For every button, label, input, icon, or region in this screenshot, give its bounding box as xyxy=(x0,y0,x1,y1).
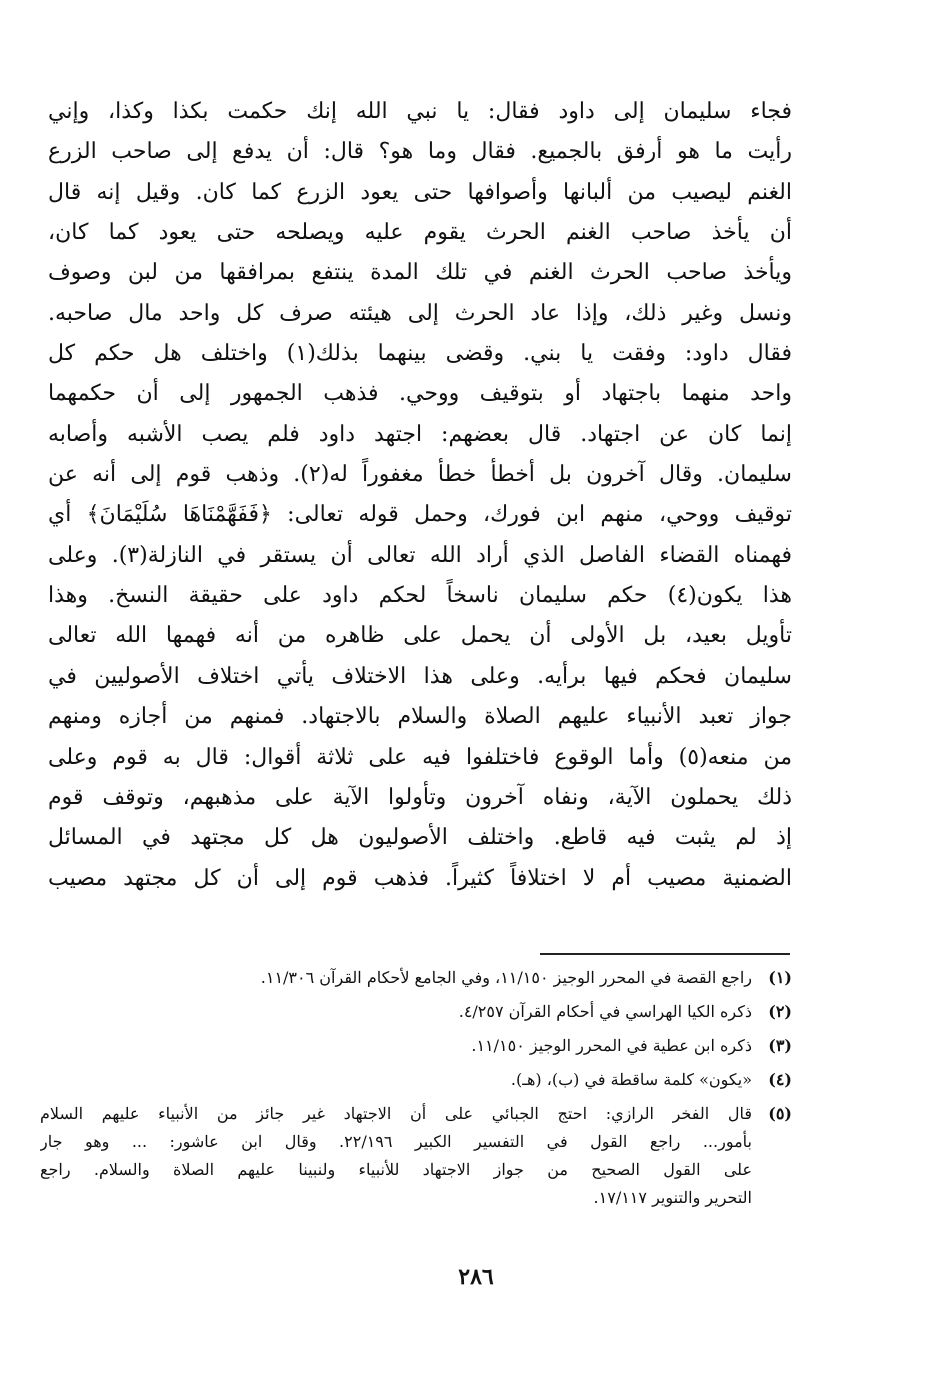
footnote-text: «يكون» كلمة ساقطة في (ب)، (هـ). xyxy=(510,1070,752,1089)
text-line: فقال داود: وفقت يا بني. وقضى بينهما بذلك(١) واختلف هل حكم كل xyxy=(48,341,792,367)
footnote-1 xyxy=(40,964,792,992)
footnotes xyxy=(40,964,792,1212)
text-line: الضمنية مصيب أم لا اختلافاً كثيراً. فذهب قوم إلى أن كل مجتهد مصيب xyxy=(48,865,792,891)
footnote-text: ذكره ابن عطية في المحرر الوجيز ١١/١٥٠. xyxy=(471,1036,752,1055)
footnote-number: (٥) xyxy=(768,1104,792,1123)
text-line: فهمناه القضاء الفاصل الذي أراد الله تعالى أن يستقر في النازلة(٣). وعلى xyxy=(48,542,792,568)
text-line: هذا يكون(٤) حكم سليمان ناسخاً لحكم داود على حقيقة النسخ. وهذا xyxy=(48,583,792,609)
footnote-text: ذكره الكيا الهراسي في أحكام القرآن ٤/٢٥٧. xyxy=(458,1002,752,1021)
footnote-number: (٤) xyxy=(768,1070,792,1089)
text-line: سليمان. وقال آخرون بل أخطأ خطأ مغفوراً له(٢). وذهب قوم إلى أنه عن xyxy=(48,462,792,488)
text-line: ذلك يحملون الآية، ونفاه آخرون وتأولوا الآية على مذهبهم، وتوقف قوم xyxy=(48,784,792,810)
text-line: الغنم ليصيب من ألبانها وأصوافها حتى يعود الزرع كما كان. وقيل إنه قال xyxy=(48,179,792,205)
footnote-2 xyxy=(40,998,792,1026)
text-line: إذ لم يثبت فيه قاطع. واختلف الأصوليون هل كل مجتهد في المسائل xyxy=(48,825,792,851)
text-line: واحد منهما باجتهاد أو بتوقيف ووحي. فذهب الجمهور إلى أن حكمهما xyxy=(48,381,792,407)
footnote-text: راجع القصة في المحرر الوجيز ١١/١٥٠، وفي الجامع لأحكام القرآن ١١/٣٠٦. xyxy=(260,968,752,987)
text-line: أن يأخذ صاحب الغنم الحرث يقوم عليه ويصلحه حتى يعود كما كان، xyxy=(48,220,792,246)
page-number: ٢٨٦ xyxy=(458,1264,494,1290)
text-line: توقيف ووحي، منهم ابن فورك، وحمل قوله تعالى: ﴿فَفَهَّمْنَاهَا سُلَيْمَانَ﴾ أي xyxy=(48,502,792,528)
footnote-text: التحرير والتنوير ١٧/١١٧. xyxy=(593,1188,752,1207)
footnote-5 xyxy=(40,1100,792,1212)
footnote-text: بأمور... راجع القول في التفسير الكبير ٢٢/١٩٦. وقال ابن عاشور: ... وهو جار xyxy=(40,1132,752,1151)
footnote-number: (٣) xyxy=(768,1036,792,1055)
footnote-text: على القول الصحيح من جواز الاجتهاد للأنبياء ولنبينا عليهم الصلاة والسلام. راجع xyxy=(40,1160,752,1179)
text-line: فجاء سليمان إلى داود فقال: يا نبي الله إنك حكمت بكذا وكذا، وإني xyxy=(48,99,792,124)
footnote-separator xyxy=(540,953,790,955)
footnote-number: (٢) xyxy=(768,1002,792,1021)
text-line: إنما كان عن اجتهاد. قال بعضهم: اجتهد داود فلم يصب الأشبه وأصابه xyxy=(48,421,792,447)
text-line: ونسل وغير ذلك، وإذا عاد الحرث إلى هيئته صرف كل واحد مال صاحبه. xyxy=(48,300,792,326)
text-line: جواز تعبد الأنبياء عليهم الصلاة والسلام بالاجتهاد. فمنهم من أجازه ومنهم xyxy=(48,704,792,730)
text-line: تأويل بعيد، بل الأولى أن يحمل على ظاهره من أنه فهمها الله تعالى xyxy=(48,623,792,649)
footnote-number: (١) xyxy=(768,968,792,987)
footnote-text: قال الفخر الرازي: احتج الجبائي على أن الاجتهاد غير جائز من الأنبياء عليهم السلام xyxy=(40,1104,752,1123)
text-line: سليمان فحكم فيها برأيه. وعلى هذا الاختلاف يأتي اختلاف الأصوليين في xyxy=(48,663,792,689)
text-line: من منعه(٥) وأما الوقوع فاختلفوا فيه على ثلاثة أقوال: قال به قوم وعلى xyxy=(48,744,792,770)
footnote-4 xyxy=(40,1066,792,1094)
text-line: رأيت ما هو أرفق بالجميع. فقال وما هو؟ قال: أن يدفع إلى صاحب الزرع xyxy=(48,139,792,165)
text-line: ويأخذ صاحب الحرث الغنم في تلك المدة ينتفع بمرافقها من لبن وصوف xyxy=(48,260,792,286)
main-text xyxy=(48,92,792,899)
footnote-3 xyxy=(40,1032,792,1060)
